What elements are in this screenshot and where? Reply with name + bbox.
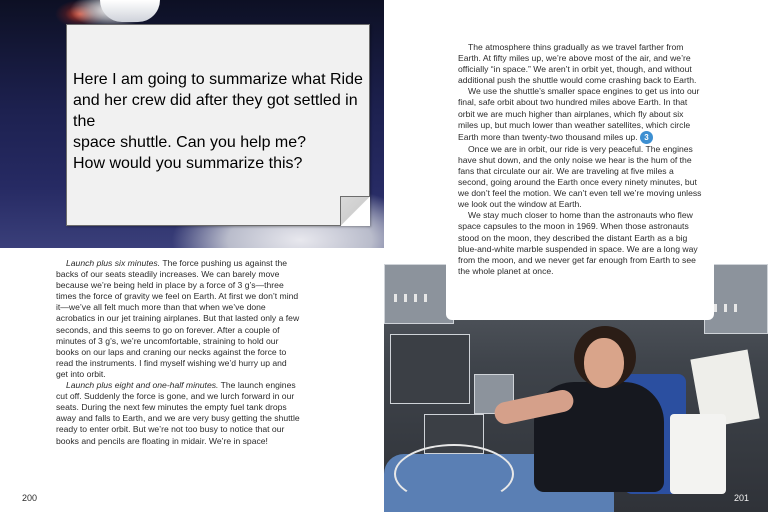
- switch: [404, 294, 407, 302]
- paragraph: We stay much closer to home than the astronauts who flew space capsules to the moon in 1969. When those astronauts stood on the moon, they described the distant Earth as a big blue-and-white marble suspended in space. We are a long way from the moon, and we never get far enough from Earth to see the whole planet at once.: [458, 210, 698, 276]
- shuttle-launch-photo: [0, 0, 384, 248]
- page-number-left: 200: [22, 493, 38, 503]
- right-page-body: [458, 42, 704, 277]
- paragraph-lead: Launch plus eight and one-half minutes.: [66, 380, 219, 391]
- paragraph: Once we are in orbit, our ride is very peaceful. The engines have shut down, and the only noise we hear is the hum of the fans that circulate our air. We are traveling at five miles a second, going around the Earth once every ninety minutes, but we don’t feel the motion. We can’t even tell we’re moving unless we look out the window at Earth.: [458, 143, 702, 210]
- control-panel: [390, 334, 470, 404]
- page-number-right: 201: [734, 493, 750, 503]
- storage-bag: [670, 414, 726, 494]
- paragraph-body: The force pushing us against the backs of our seats steadily increases. We can barely move because we’re being held in place by a force of 3 g’s—three times the force of gravity we feel on Earth. At first we don’t mind it—we’ve all felt much more than that when we’ve done acrobatics in our jet training airplanes. But that lasted only a few seconds, and this seems to go on forever. After a couple of minutes of 3 g’s, we’re uncomfortable, straining to hold our books on our laps and craning our necks against the force to read the instruments. I find myself wishing we’d hurry up and get into orbit.: [56, 258, 300, 379]
- summary-note-card: [66, 24, 370, 226]
- left-page-body: [56, 258, 301, 447]
- switch: [394, 294, 397, 302]
- paragraph: [458, 86, 704, 143]
- paragraph-body: The launch engines cut off. Suddenly the force is gone, and we lurch forward in our seats. During the next few minutes the empty fuel tank drops away and falls to Earth, and we are very busy getting the shuttle ready to enter orbit. But we’re not too busy to notice that our books and pencils are floating in midair. We’re in space!: [56, 380, 300, 446]
- note-line: space shuttle. Can you help me?: [73, 134, 307, 151]
- paragraph: [56, 380, 301, 447]
- switch: [714, 304, 717, 312]
- switch: [734, 304, 737, 312]
- paragraph-lead: Launch plus six minutes.: [66, 258, 161, 268]
- cables: [394, 444, 514, 504]
- switch: [424, 294, 427, 302]
- page-curl: [340, 196, 370, 226]
- switch: [414, 294, 417, 302]
- note-line: How would you summarize this?: [73, 155, 303, 172]
- callout-number-badge: 3: [640, 131, 653, 144]
- note-line: and her crew did after they got settled in the: [73, 92, 358, 130]
- astronaut-face: [584, 338, 624, 388]
- paragraph-body: We use the shuttle’s smaller space engines to get us into our final, safe orbit about two hundred miles above Earth. In that orbit we are much higher than airplanes, which fly about six miles up, but much lower than weather satellites, which circle Earth more than twenty-two thousand miles up.: [458, 86, 700, 142]
- paragraph: [56, 258, 301, 380]
- shuttle-nose: [100, 0, 160, 22]
- note-line: Here I am going to summarize what Ride: [73, 71, 363, 88]
- summary-note-text: [73, 69, 369, 174]
- switch: [724, 304, 727, 312]
- paragraph: The atmosphere thins gradually as we travel farther from Earth. At fifty miles up, we’re above most of the air, and we’re officially “in space.” We aren’t in orbit yet, though, and without additional push the shuttle would come crashing back to Earth.: [458, 42, 697, 86]
